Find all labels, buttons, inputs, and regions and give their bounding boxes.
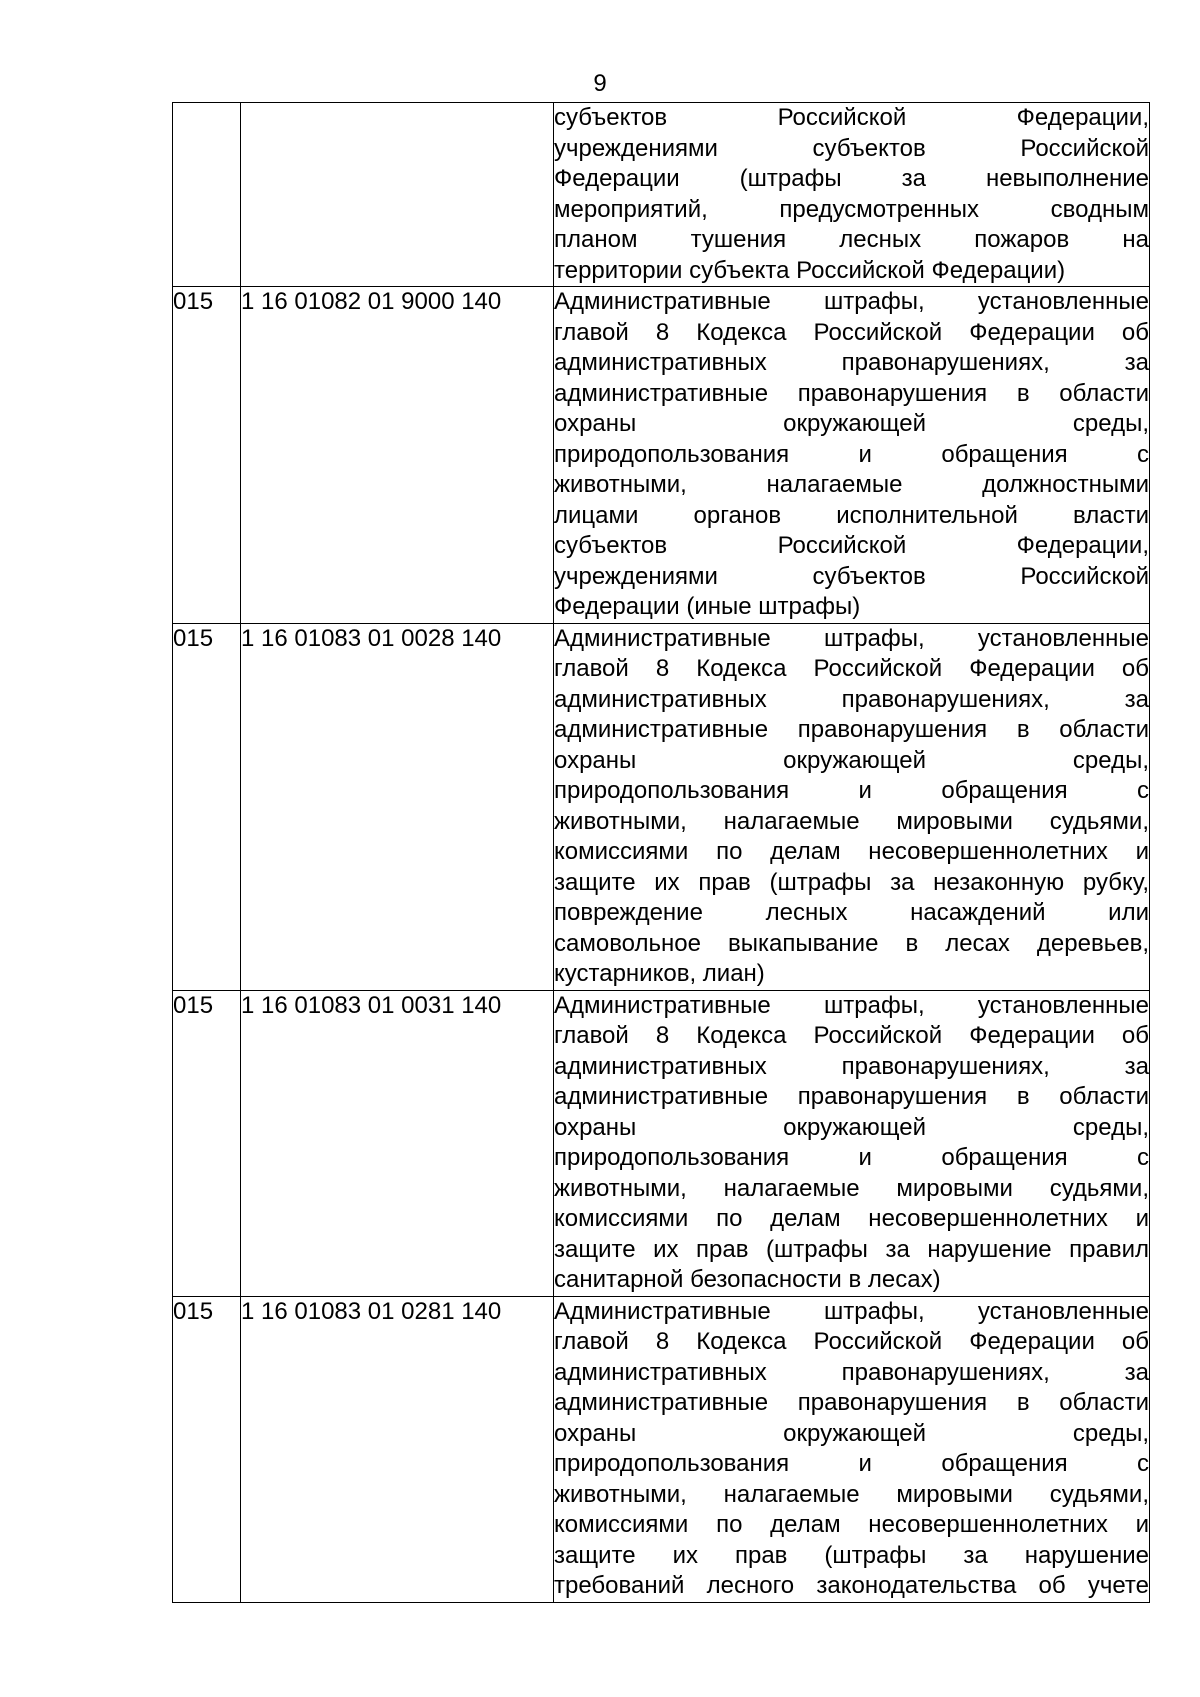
- admin-code-cell: 015: [173, 990, 241, 1296]
- table-row-4: [173, 990, 1150, 1296]
- description-line: животными, налагаемые мировыми судьями,: [554, 1174, 1149, 1202]
- description-line: лицами органов исполнительной власти: [554, 501, 1149, 529]
- description-line: Административные штрафы, установленные: [554, 1297, 1149, 1325]
- description-line: территории субъекта Российской Федерации): [554, 256, 1066, 284]
- description-line: комиссиями по делам несовершеннолетних и: [554, 1511, 1149, 1538]
- description-line: природопользования и обращения с: [554, 1450, 1149, 1477]
- description-line: главой 8 Кодекса Российской Федерации об: [554, 655, 1149, 682]
- description-line: мероприятий, предусмотренных сводным: [554, 195, 1149, 223]
- description-line: природопользования и обращения с: [554, 1144, 1149, 1171]
- description-cell: [554, 287, 1150, 624]
- description-line: учреждениями субъектов Российской: [554, 562, 1149, 590]
- description-line: охраны окружающей среды,: [554, 410, 1149, 437]
- description-line: административных правонарушениях, за: [554, 349, 1149, 376]
- budget-class-code-cell: 1 16 01083 01 0028 140: [241, 623, 554, 990]
- table-row-2: [173, 287, 1150, 624]
- description-line: субъектов Российской Федерации,: [554, 104, 1149, 131]
- description-cell: [554, 990, 1150, 1296]
- budget-class-code-cell: 1 16 01082 01 9000 140: [241, 287, 554, 624]
- description-line: комиссиями по делам несовершеннолетних и: [554, 1205, 1149, 1232]
- description-line: административные правонарушения в области: [554, 379, 1149, 407]
- description-line: планом тушения лесных пожаров на: [554, 226, 1149, 253]
- description-line: охраны окружающей среды,: [554, 746, 1149, 774]
- description-line: административных правонарушениях, за: [554, 1052, 1149, 1080]
- description-line: Административные штрафы, установленные: [554, 288, 1149, 315]
- description-line: комиссиями по делам несовершеннолетних и: [554, 838, 1149, 865]
- description-line: защите их прав (штрафы за нарушение: [554, 1541, 1149, 1569]
- description-line: субъектов Российской Федерации,: [554, 532, 1149, 559]
- description-cell: [554, 103, 1150, 287]
- description-line: санитарной безопасности в лесах): [554, 1266, 941, 1293]
- description-line: животными, налагаемые мировыми судьями,: [554, 807, 1149, 835]
- budget-class-code-cell: 1 16 01083 01 0281 140: [241, 1296, 554, 1602]
- budget-class-code-cell: 1 16 01083 01 0031 140: [241, 990, 554, 1296]
- description-line: главой 8 Кодекса Российской Федерации об: [554, 1022, 1149, 1049]
- description-line: административные правонарушения в области: [554, 1389, 1149, 1416]
- budget-class-code-cell: [241, 103, 554, 287]
- admin-code-cell: 015: [173, 623, 241, 990]
- description-line: учреждениями субъектов Российской: [554, 134, 1149, 162]
- description-line: главой 8 Кодекса Российской Федерации об: [554, 318, 1149, 346]
- description-line: природопользования и обращения с: [554, 440, 1149, 468]
- description-line: Административные штрафы, установленные: [554, 624, 1149, 652]
- description-line: защите их прав (штрафы за незаконную рубку,: [554, 868, 1149, 896]
- revenue-codes-table: [172, 102, 1150, 1603]
- description-cell: [554, 1296, 1150, 1602]
- description-line: Федерации (иные штрафы): [554, 593, 861, 620]
- description-line: требований лесного законодательства об учете: [554, 1572, 1149, 1599]
- description-line: охраны окружающей среды,: [554, 1419, 1149, 1447]
- description-line: повреждение лесных насаждений или: [554, 899, 1149, 926]
- admin-code-cell: 015: [173, 1296, 241, 1602]
- table-body: [173, 103, 1150, 1603]
- table-row-5: [173, 1296, 1150, 1602]
- admin-code-cell: [173, 103, 241, 287]
- admin-code-cell: 015: [173, 287, 241, 624]
- page-number: 9: [593, 70, 607, 97]
- description-line: природопользования и обращения с: [554, 777, 1149, 804]
- description-line: охраны окружающей среды,: [554, 1113, 1149, 1141]
- table-row-3: [173, 623, 1150, 990]
- description-line: административных правонарушениях, за: [554, 1358, 1149, 1386]
- description-line: административные правонарушения в области: [554, 1083, 1149, 1110]
- description-line: административные правонарушения в области: [554, 716, 1149, 743]
- description-line: кустарников, лиан): [554, 960, 765, 987]
- description-line: самовольное выкапывание в лесах деревьев,: [554, 929, 1149, 957]
- description-line: Федерации (штрафы за невыполнение: [554, 165, 1149, 192]
- description-line: животными, налагаемые должностными: [554, 471, 1149, 498]
- description-line: животными, налагаемые мировыми судьями,: [554, 1480, 1149, 1508]
- description-cell: [554, 623, 1150, 990]
- description-line: Административные штрафы, установленные: [554, 991, 1149, 1019]
- description-line: административных правонарушениях, за: [554, 685, 1149, 713]
- description-line: защите их прав (штрафы за нарушение правил: [554, 1235, 1149, 1263]
- description-line: главой 8 Кодекса Российской Федерации об: [554, 1328, 1149, 1355]
- table-row-1: [173, 103, 1150, 287]
